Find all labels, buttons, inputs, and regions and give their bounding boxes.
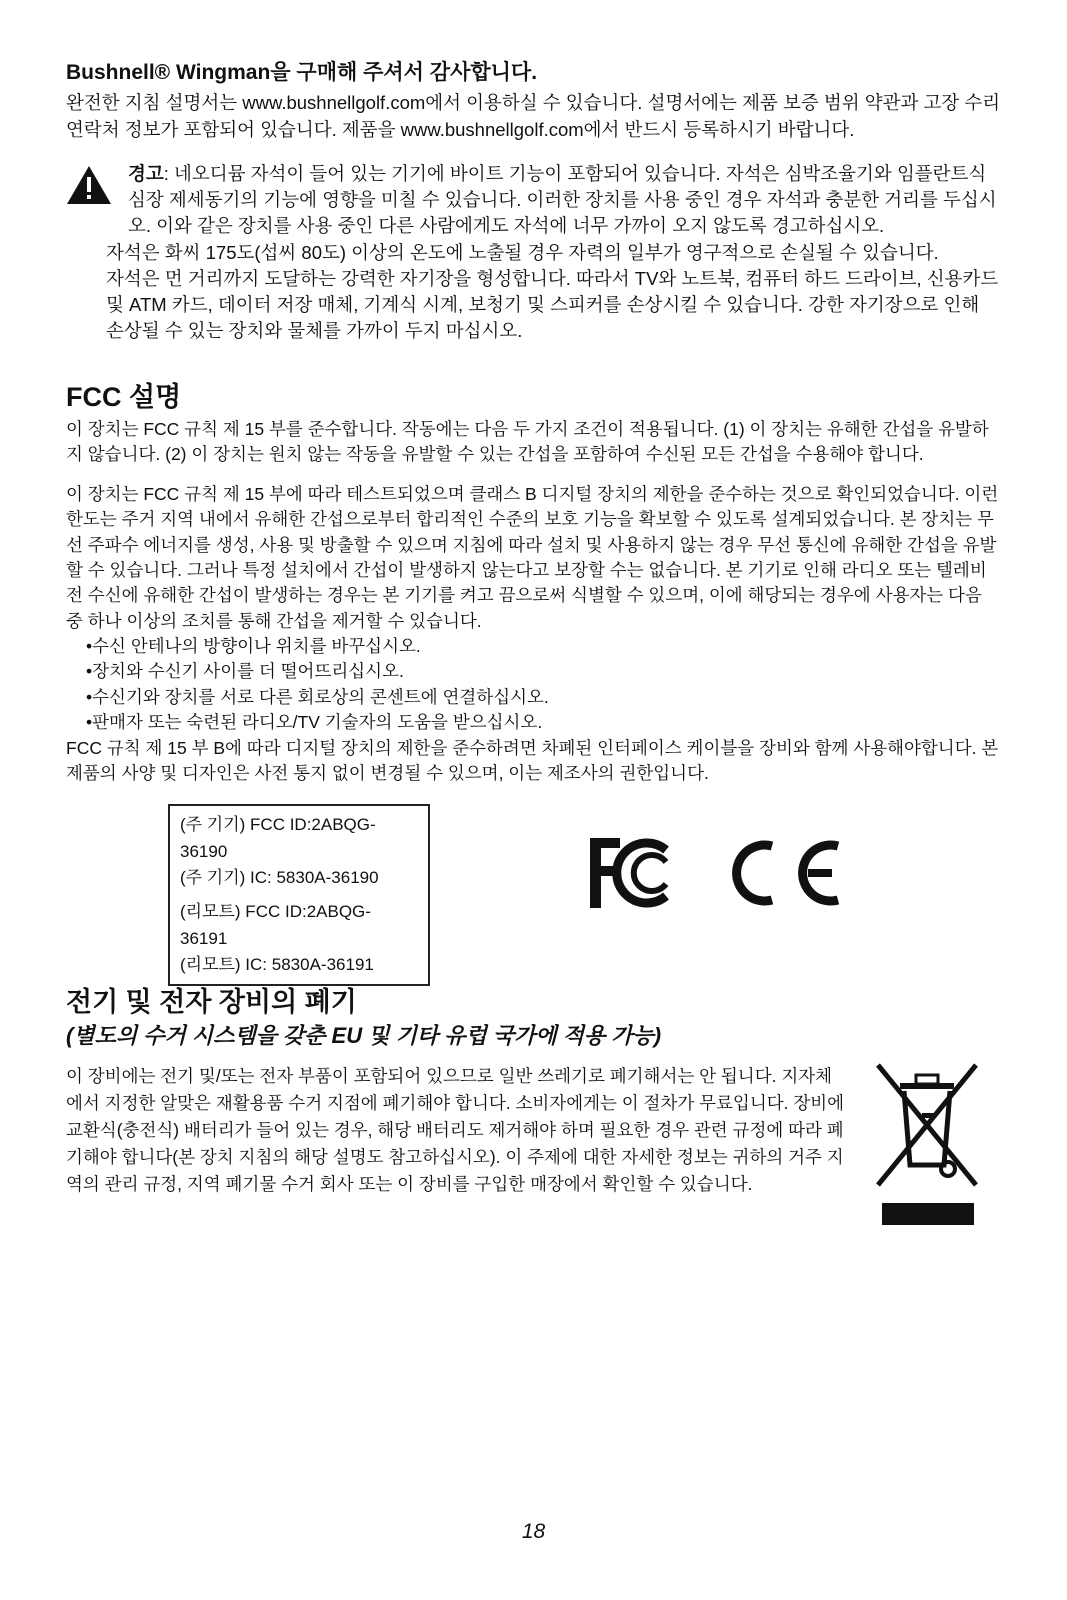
- fcc-bullet-list: [66, 634, 1002, 736]
- weee-section: [66, 1063, 1002, 1199]
- fcc-logo-icon: [590, 838, 666, 908]
- crossed-out-bin-icon: [872, 1057, 982, 1229]
- document-page: [66, 60, 1002, 1198]
- main-fcc-id: (주 기기) FCC ID:2ABQG-36190: [180, 815, 376, 861]
- device-id-box: [168, 804, 430, 986]
- remote-ic-id: (리모트) IC: 5830A-36191: [180, 955, 374, 974]
- weee-title: 전기 및 전자 장비의 폐기: [66, 987, 357, 1018]
- weee-text: 이 장비에는 전기 및/또는 전자 부품이 포함되어 있으므로 일반 쓰레기로 폐기해서는 안 됩니다. 지자체에서 지정한 알맞은 재활용품 수거 지점에 폐기해야 합니다. 소비자에게는 이 절차가 무료입니다. 장비에 교환식(충전식) 배터리가 들어 있는 경우, 해당 배터리도 제거해야 하며 필요한 경우 관련 규정에 따라 폐기해야 합니다(본 장치 지침의 해당 설명도 참고하십시오). 이 주제에 대한 자세한 정보는 귀하의 거주 지역의 관리 규정, 지역 폐기물 수거 회사 또는 이 장비를 구입한 매장에서 확인할 수 있습니다.: [66, 1065, 845, 1195]
- main-ic-id: (주 기기) IC: 5830A-36190: [180, 867, 379, 887]
- warning-section: [66, 161, 1002, 345]
- fcc-paragraph-2: 이 장치는 FCC 규칙 제 15 부에 따라 테스트되었으며 클래스 B 디지털 장치의 제한을 준수하는 것으로 확인되었습니다. 이런 한도는 주거 지역 내에서 유해한 간섭으로부터 합리적인 수준의 보호 기능을 확보할 수 있도록 설계되었습니다. 본 장치는 무선 주파수 에너지를 생성, 사용 및 방출할 수 있으며 지침에 따라 설치 및 사용하지 않는 경우 무선 통신에 유해한 간섭을 유발할 수 있습니다. 그러나 특정 설치에서 간섭이 발생하지 않는다고 보장할 수는 없습니다. 본 기기로 인해 라디오 또는 텔레비전 수신에 유해한 간섭이 발생하는 경우는 본 기기를 켜고 끔으로써 식별할 수 있으며, 이에 해당되는 경우에 사용자는 다음 중 하나 이상의 조치를 통해 간섭을 제거할 수 있습니다.: [66, 483, 999, 631]
- list-item: • 수신 안테나의 방향이나 위치를 바꾸십시오.: [86, 634, 1002, 659]
- fcc-paragraph-3: FCC 규칙 제 15 부 B에 따라 디지털 장치의 제한을 준수하려면 차폐된 인터페이스 케이블을 장비와 함께 사용해야합니다. 본 제품의 사양 및 디자인은 사전 통지 없이 변경될 수 있으며, 이는 제조사의 권한입니다.: [66, 737, 999, 783]
- warning-temperature-text: 자석은 화씨 175도(섭씨 80도) 이상의 온도에 노출될 경우 자력의 일부가 영구적으로 손실될 수 있습니다.: [106, 241, 939, 263]
- list-item: • 수신기와 장치를 서로 다른 회로상의 콘센트에 연결하십시오.: [86, 685, 1002, 710]
- fcc-paragraph-1: 이 장치는 FCC 규칙 제 15 부를 준수합니다. 작동에는 다음 두 가지 조건이 적용됩니다. (1) 이 장치는 유해한 간섭을 유발하지 않습니다. (2) 이 장치는 원치 않는 작동을 유발할 수 있는 간섭을 포함하여 수신된 모든 간섭을 수용해야 합니다.: [66, 419, 989, 465]
- ce-logo-icon: [737, 845, 838, 901]
- fcc-heading: FCC 설명: [66, 381, 182, 412]
- warning-text: [66, 161, 1002, 240]
- page-number: 18: [521, 1520, 546, 1543]
- list-item: • 장치와 수신기 사이를 더 떨어뜨리십시오.: [86, 659, 1002, 684]
- warning-body: : 네오디뮴 자석이 들어 있는 기기에 바이트 기능이 포함되어 있습니다. 자석은 심박조율기와 임플란트식 심장 제세동기의 기능에 영향을 미칠 수 있습니다. 이러한 장치를 사용 중인 경우 자석과 충분한 거리를 두십시오. 이와 같은 장치를 사용 중인 다른 사람에게도 자석에 너무 가까이 오지 않도록 경고하십시오.: [128, 162, 997, 237]
- warning-triangle-icon: [66, 165, 112, 205]
- warning-label: 경고: [128, 162, 164, 184]
- certification-logos: [586, 828, 866, 918]
- remote-fcc-id: (리모트) FCC ID:2ABQG-36191: [180, 902, 371, 948]
- certification-row: [66, 798, 1002, 974]
- warning-magnetic-field-text: 자석은 먼 거리까지 도달하는 강력한 자기장을 형성합니다. 따라서 TV와 노트북, 컴퓨터 하드 드라이브, 신용카드 및 ATM 카드, 데이터 저장 매체, 기계식 시계, 보청기 및 스피커를 손상시킬 수 있습니다. 강한 자기장으로 인해 손상될 수 있는 장치와 물체를 가까이 두지 마십시오.: [106, 267, 999, 342]
- list-item: • 판매자 또는 숙련된 라디오/TV 기술자의 도움을 받으십시오.: [86, 710, 1002, 735]
- intro-title: Bushnell® Wingman을 구매해 주셔서 감사합니다.: [66, 61, 538, 84]
- intro-text: 완전한 지침 설명서는 www.bushnellgolf.com에서 이용하실 수 있습니다. 설명서에는 제품 보증 범위 약관과 고장 수리 연락처 정보가 포함되어 있습니다. 제품을 www.bushnellgolf.com에서 반드시 등록하시기 바랍니다.: [66, 92, 1001, 140]
- weee-subtitle: (별도의 수거 시스템을 갖춘 EU 및 기타 유럽 국가에 적용 가능): [66, 1023, 662, 1049]
